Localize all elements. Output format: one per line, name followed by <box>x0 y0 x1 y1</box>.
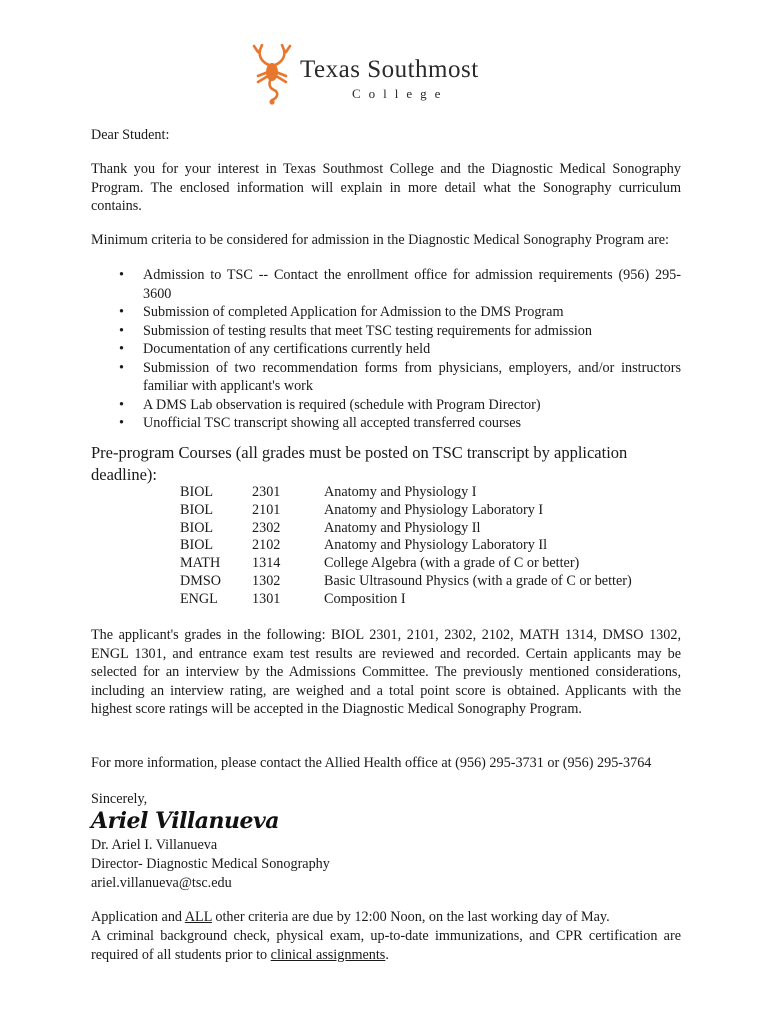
signer-name: Dr. Ariel I. Villanueva <box>91 837 218 853</box>
bullet-icon: • <box>119 267 124 283</box>
college-name: Texas Southmost <box>300 56 479 83</box>
list-item: • Unofficial TSC transcript showing all accepted transferred courses <box>119 415 522 431</box>
table-row: MATH 1314 College Algebra (with a grade of C or better) <box>180 555 580 572</box>
college-logo <box>248 44 528 108</box>
list-item: • Submission of testing results that meet TSC testing requirements for admission <box>119 322 592 339</box>
signer-email: ariel.villanueva@tsc.edu <box>91 875 232 891</box>
table-row: BIOL 2102 Anatomy and Physiology Laboratory Il <box>180 537 548 554</box>
table-row: BIOL 2302 Anatomy and Physiology Il <box>180 519 481 536</box>
salutation: Dear Student: <box>91 127 170 143</box>
closing: Sincerely, <box>91 791 148 807</box>
courses-heading: Pre-program Courses (all grades must be posted on TSC transcript by application deadline): <box>91 443 628 484</box>
list-item: • Documentation of any certifications currently held <box>119 341 431 357</box>
scorpion-icon <box>248 44 298 108</box>
college-subtitle: College <box>352 86 449 101</box>
bullet-icon: • <box>119 304 124 320</box>
table-row: ENGL 1301 Composition I <box>180 590 406 607</box>
signature: Ariel Villanueva <box>91 808 280 834</box>
criteria-intro: Minimum criteria to be considered for admission in the Diagnostic Medical Sonography Program are: <box>91 232 670 248</box>
bullet-icon: • <box>119 415 124 431</box>
bullet-icon: • <box>119 341 124 357</box>
list-item: • Submission of completed Application for Admission to the DMS Program <box>119 304 564 320</box>
table-row: BIOL 2101 Anatomy and Physiology Laboratory I <box>180 501 544 518</box>
list-item: • Admission to TSC -- Contact the enrollment office for admission requirements (956) 295-3600 <box>119 267 681 302</box>
criteria-list <box>91 266 681 433</box>
bullet-icon: • <box>119 359 124 376</box>
intro-paragraph: Thank you for your interest in Texas Southmost College and the Diagnostic Medical Sonography Program. The enclosed information will explain in more detail what the Sonography curriculum contains. <box>91 161 681 214</box>
signer-title: Director- Diagnostic Medical Sonography <box>91 856 330 872</box>
list-item: • Submission of two recommendation forms from physicians, employers, and/or instructors familiar with applicant's work <box>119 359 681 394</box>
requirements-paragraph: A criminal background check, physical exam, up-to-date immunizations, and CPR certification are required of all students prior to clinical assignments. <box>91 928 681 963</box>
list-item: • A DMS Lab observation is required (schedule with Program Director) <box>119 396 541 413</box>
bullet-icon: • <box>119 322 124 339</box>
deadline-line: Application and ALL other criteria are due by 12:00 Noon, on the last working day of May. <box>91 909 610 925</box>
table-row: BIOL 2301 Anatomy and Physiology I <box>180 484 477 500</box>
contact-line: For more information, please contact the Allied Health office at (956) 295-3731 or (956) 295-3764 <box>91 755 652 771</box>
grades-paragraph: The applicant's grades in the following: BIOL 2301, 2101, 2302, 2102, MATH 1314, DMSO 1302, ENGL 1301, and entrance exam test results are reviewed and recorded. Certain applicants may be selected for an interview by the Admissions Committee. The previously mentioned considerations, including an interview rating, are weighed and a total point score is obtained. Applicants with the highest score ratings will be accepted in the Diagnostic Medical Sonography Program. <box>91 627 681 717</box>
courses-table <box>180 484 632 609</box>
bullet-icon: • <box>119 396 124 413</box>
table-row: DMSO 1302 Basic Ultrasound Physics (with a grade of C or better) <box>180 572 632 589</box>
